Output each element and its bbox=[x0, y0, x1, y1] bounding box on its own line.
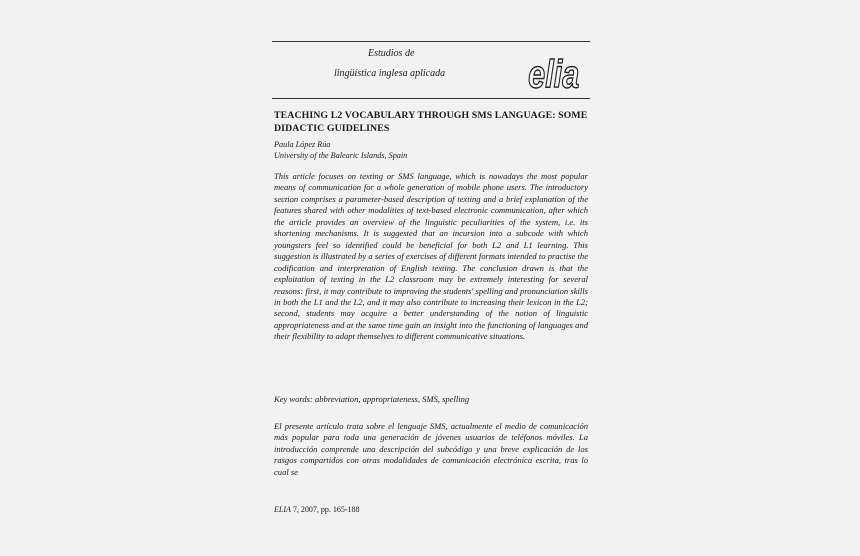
header-bottom-rule bbox=[272, 98, 590, 99]
elia-logo bbox=[524, 54, 584, 96]
elia-logo-text: elia bbox=[528, 54, 580, 96]
journal-name-line1: Estudios de bbox=[368, 48, 415, 59]
author-affiliation: University of the Balearic Islands, Spain bbox=[274, 151, 408, 160]
footer-citation: 7, 2007, pp. 165-188 bbox=[290, 505, 360, 514]
citation-footer bbox=[274, 505, 360, 514]
spanish-abstract: El presente artículo trata sobre el lenguaje SMS, actualmente el medio de comunicación más popular para toda una generación de jóvenes usuarios de teléfonos móviles. La introducción comprende una descripción del subcódigo y una breve explicación de los rasgos compartidos con otras modalidades de comunicación electrónica escrita, tras lo cual se bbox=[274, 421, 588, 477]
keywords: Key words: abbreviation, appropriateness, SMS, spelling bbox=[274, 394, 470, 404]
english-abstract: This article focuses on texting or SMS language, which is nowadays the most popular means of communication for a whole generation of mobile phone users. The introductory section comprises a parameter-based description of texting and a brief explanation of the features shared with other modalities of text-based electronic communication, after which the article provides an overview of the linguistic peculiarities of the system, i.e. its shortening mechanisms. It is suggested that an incursion into a subcode with which youngsters feel so identified could be beneficial for both L2 and L1 learning. This suggestion is illustrated by a series of exercises of different formats intended to practise the codification and interpretation of English texting. The conclusion drawn is that the exploitation of texting in the L2 classroom may be extremely interesting for several reasons: first, it may contribute to improving the students' spelling and pronunciation skills in both the L1 and the L2, and it may also contribute to increasing their lexicon in the L2; second, students may acquire a better understanding of the notion of linguistic appropriateness and at the same time gain an insight into the functioning of languages and their flexibility to adapt themselves to different communicative situations. bbox=[274, 171, 588, 342]
article-author: Paula López Rúa bbox=[274, 140, 331, 149]
article-page bbox=[272, 40, 590, 530]
article-title: TEACHING L2 VOCABULARY THROUGH SMS LANGUAGE: SOME DIDACTIC GUIDELINES bbox=[274, 110, 588, 134]
journal-name-line2: lingüística inglesa aplicada bbox=[334, 68, 446, 79]
header-top-rule bbox=[272, 41, 590, 42]
footer-journal: ELIA bbox=[274, 505, 291, 514]
